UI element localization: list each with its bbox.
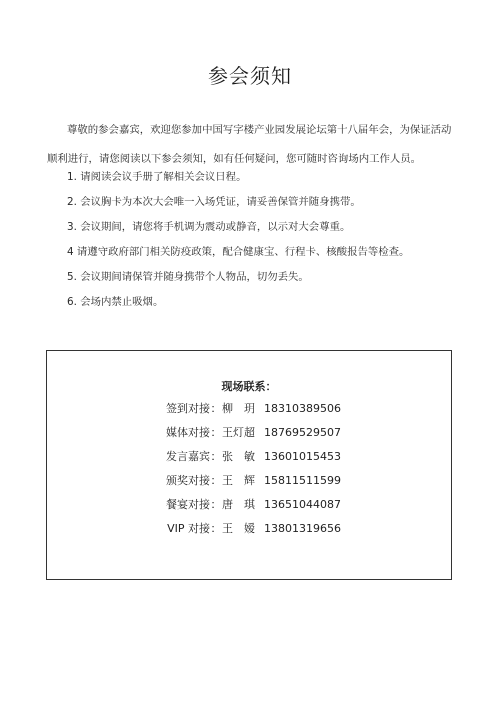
- contact-row: [47, 474, 451, 498]
- contact-row: [47, 426, 451, 450]
- contact-role: 签到对接: [166, 402, 210, 415]
- contact-colon: ：: [210, 498, 222, 511]
- contact-phone: 15811511599: [264, 474, 341, 487]
- contact-role: 发言嘉宾: [166, 450, 210, 463]
- contact-role: 餐宴对接: [166, 498, 210, 511]
- contact-name: 王 辉: [222, 474, 255, 487]
- contact-phone: 13651044087: [264, 498, 341, 511]
- contact-colon: ：: [210, 450, 222, 463]
- note-item: 2. 会议胸卡为本次大会唯一入场凭证，请妥善保管并随身携带。: [67, 196, 361, 208]
- note-item: 6. 会场内禁止吸烟。: [67, 296, 164, 308]
- contact-role: VIP 对接: [167, 522, 210, 535]
- contact-row: [47, 402, 451, 426]
- note-item: 1. 请阅读会议手册了解相关会议日程。: [67, 171, 247, 183]
- contact-phone: 13801319656: [264, 522, 341, 535]
- contact-name: 张 敏: [222, 450, 255, 463]
- note-item: 3. 会议期间，请您将手机调为震动或静音，以示对大会尊重。: [67, 221, 351, 233]
- contact-colon: ：: [210, 522, 222, 535]
- contact-box: [46, 350, 452, 580]
- contact-colon: ：: [210, 474, 222, 487]
- note-item: 5. 会议期间请保管并随身携带个人物品，切勿丢失。: [67, 271, 309, 283]
- contact-row: [47, 522, 451, 546]
- contact-name: 柳 玥: [222, 402, 255, 415]
- contact-name: 王灯超: [222, 426, 255, 439]
- contact-role: 媒体对接: [166, 426, 210, 439]
- contact-name: 王 嫒: [222, 522, 255, 535]
- contact-phone: 18310389506: [264, 402, 341, 415]
- contact-name: 唐 琪: [222, 498, 255, 511]
- contact-colon: ：: [210, 426, 222, 439]
- contact-role: 颁奖对接: [166, 474, 210, 487]
- page-title: 参会须知: [208, 64, 292, 88]
- contact-row: [47, 450, 451, 474]
- contact-list: [47, 402, 451, 546]
- note-item: 4 请遵守政府部门相关防疫政策，配合健康宝、行程卡、核酸报告等检查。: [67, 246, 410, 258]
- contact-phone: 18769529507: [264, 426, 341, 439]
- notes-list: [67, 170, 467, 320]
- contact-phone: 13601015453: [264, 450, 341, 463]
- contact-colon: ：: [210, 402, 222, 415]
- contact-title: 现场联系：: [221, 380, 277, 393]
- contact-row: [47, 498, 451, 522]
- intro-paragraph: 尊敬的参会嘉宾，欢迎您参加中国写字楼产业园发展论坛第十八届年会，为保证活动顺利进行，请您阅读以下参会须知，如有任何疑问，您可随时咨询场内工作人员。: [47, 124, 452, 165]
